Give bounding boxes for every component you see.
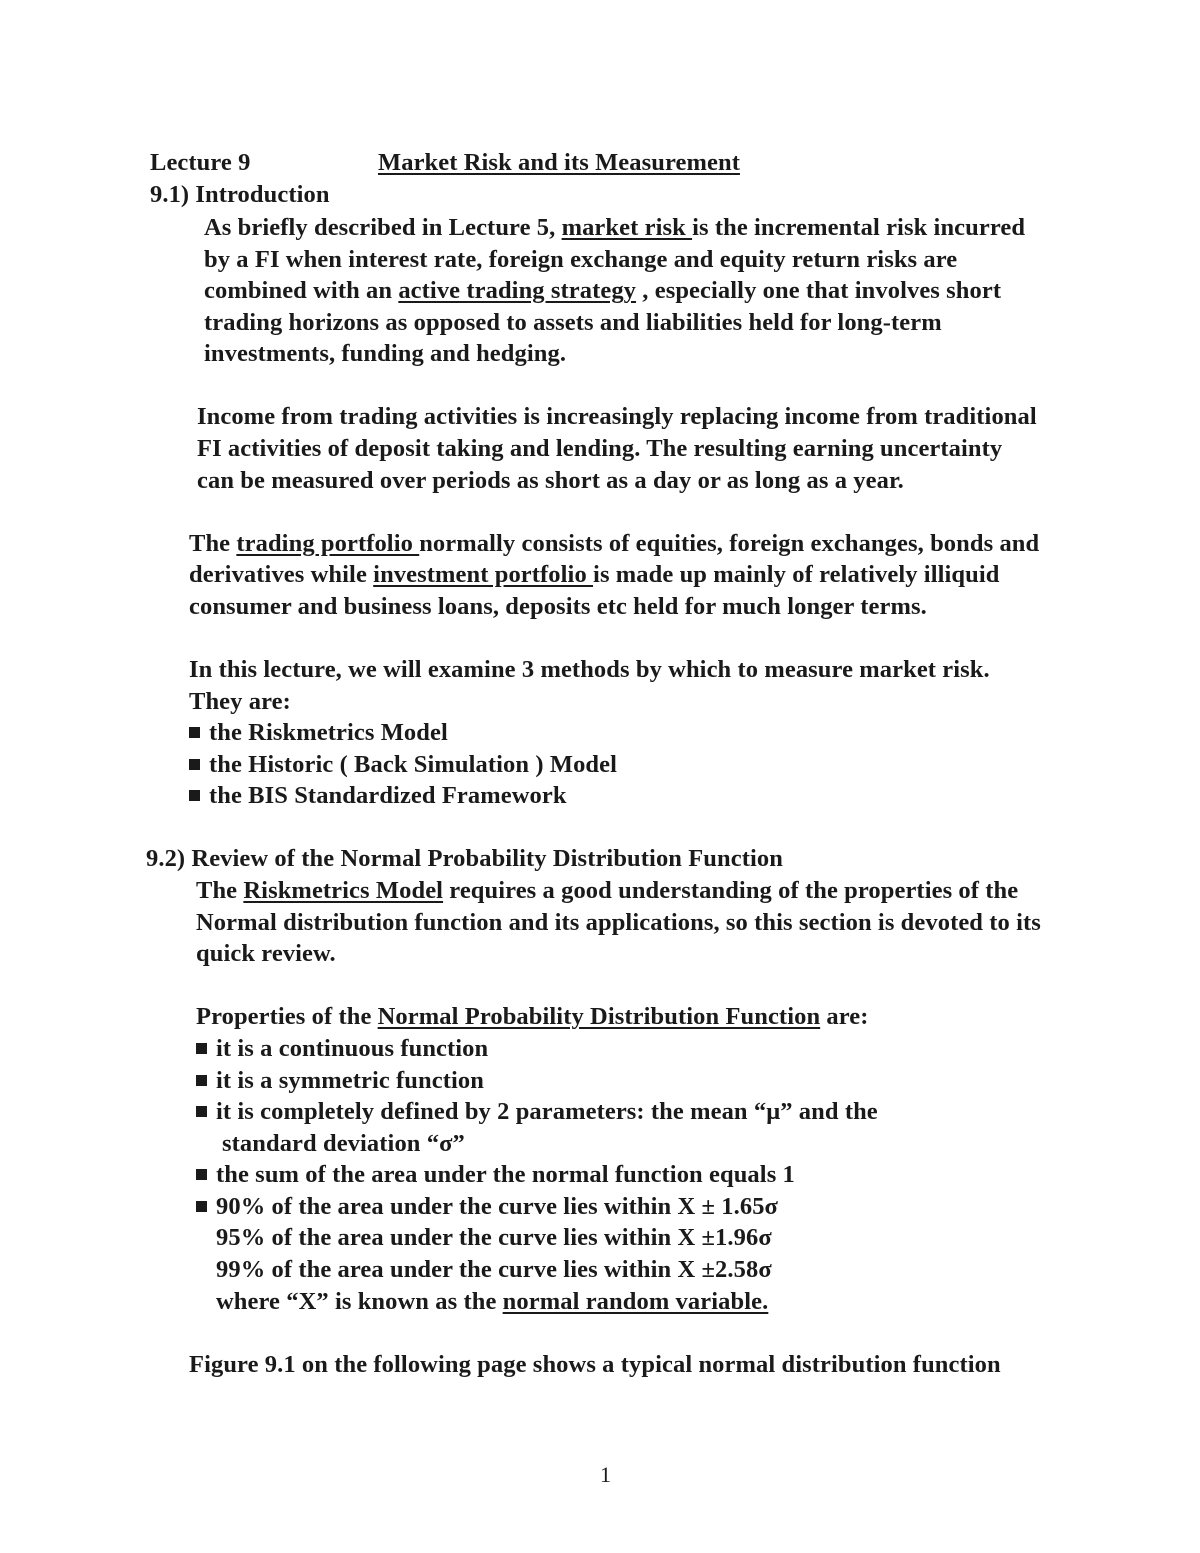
income-paragraph-line: FI activities of deposit taking and lending. The resulting earning uncertainty bbox=[197, 435, 1003, 462]
bullet-square-icon bbox=[189, 790, 200, 801]
portfolio-paragraph-line: consumer and business loans, deposits etc held for much longer terms. bbox=[189, 593, 927, 620]
riskmetrics-paragraph-line: Normal distribution function and its applications, so this section is devoted to its bbox=[196, 909, 1041, 936]
term-active-trading-strategy: active trading strategy bbox=[398, 277, 637, 304]
term-investment-portfolio: investment portfolio bbox=[373, 561, 594, 588]
bullet-square-icon bbox=[189, 759, 200, 770]
list-item-text: the BIS Standardized Framework bbox=[209, 782, 567, 809]
term-normal-random-variable: normal random variable. bbox=[502, 1288, 769, 1315]
list-item bbox=[189, 780, 567, 812]
text-fragment: As briefly described in Lecture 5, bbox=[204, 214, 562, 241]
intro-paragraph-line bbox=[204, 212, 1025, 244]
riskmetrics-paragraph-line: quick review. bbox=[196, 940, 336, 967]
text-fragment: The bbox=[189, 530, 237, 557]
text-fragment: requires a good understanding of the properties of the bbox=[443, 877, 1019, 904]
intro-paragraph-line: by a FI when interest rate, foreign exchange and equity return risks are bbox=[204, 246, 958, 273]
list-item-continuation: standard deviation “σ” bbox=[222, 1130, 465, 1157]
text-fragment: is the incremental risk incurred bbox=[692, 214, 1026, 241]
section-heading-normal-distribution: 9.2) Review of the Normal Probability Distribution Function bbox=[146, 845, 783, 872]
list-item-text: the Riskmetrics Model bbox=[209, 719, 448, 746]
list-item bbox=[196, 1191, 778, 1223]
intro-paragraph-line bbox=[204, 275, 1001, 307]
term-riskmetrics-model: Riskmetrics Model bbox=[243, 877, 444, 904]
term-normal-pdf: Normal Probability Distribution Function bbox=[377, 1003, 821, 1030]
text-fragment: are: bbox=[820, 1003, 869, 1030]
list-item-text: the Historic ( Back Simulation ) Model bbox=[209, 751, 618, 778]
income-paragraph-line: Income from trading activities is increasingly replacing income from traditional bbox=[197, 403, 1037, 430]
bullet-square-icon bbox=[196, 1201, 207, 1212]
list-item-text: it is completely defined by 2 parameters: the mean “μ” and the bbox=[216, 1098, 878, 1125]
list-item bbox=[196, 1065, 484, 1097]
section-heading-introduction: 9.1) Introduction bbox=[150, 181, 330, 208]
list-item-text: it is a symmetric function bbox=[216, 1067, 484, 1094]
list-item-continuation bbox=[216, 1286, 768, 1318]
list-item-text: it is a continuous function bbox=[216, 1035, 489, 1062]
list-item bbox=[196, 1033, 488, 1065]
term-trading-portfolio: trading portfolio bbox=[236, 530, 420, 557]
text-fragment: is made up mainly of relatively illiquid bbox=[593, 561, 1000, 588]
properties-intro bbox=[196, 1001, 869, 1033]
riskmetrics-paragraph-line bbox=[196, 875, 1018, 907]
income-paragraph-line: can be measured over periods as short as a day or as long as a year. bbox=[197, 467, 904, 494]
text-fragment: derivatives while bbox=[189, 561, 374, 588]
text-fragment: combined with an bbox=[204, 277, 399, 304]
list-item-continuation: 95% of the area under the curve lies within X ±1.96σ bbox=[216, 1224, 772, 1251]
term-market-risk: market risk bbox=[561, 214, 693, 241]
portfolio-paragraph-line bbox=[189, 559, 1000, 591]
list-item bbox=[189, 717, 448, 749]
bullet-square-icon bbox=[196, 1106, 207, 1117]
portfolio-paragraph-line bbox=[189, 528, 1039, 560]
page-number: 1 bbox=[600, 1462, 611, 1487]
figure-reference: Figure 9.1 on the following page shows a typical normal distribution function bbox=[189, 1351, 1001, 1378]
text-fragment: Properties of the bbox=[196, 1003, 378, 1030]
text-fragment: normally consists of equities, foreign exchanges, bonds and bbox=[419, 530, 1040, 557]
text-fragment: , especially one that involves short bbox=[636, 277, 1002, 304]
list-item bbox=[196, 1096, 878, 1128]
intro-paragraph-line: investments, funding and hedging. bbox=[204, 340, 567, 367]
page-title: Market Risk and its Measurement bbox=[378, 149, 740, 176]
methods-paragraph-line: In this lecture, we will examine 3 methods by which to measure market risk. bbox=[189, 656, 990, 683]
lecture-number: Lecture 9 bbox=[150, 149, 251, 176]
bullet-square-icon bbox=[196, 1169, 207, 1180]
text-fragment: The bbox=[196, 877, 244, 904]
list-item-continuation: 99% of the area under the curve lies within X ±2.58σ bbox=[216, 1256, 772, 1283]
intro-paragraph-line: trading horizons as opposed to assets and liabilities held for long-term bbox=[204, 309, 942, 336]
bullet-square-icon bbox=[196, 1075, 207, 1086]
list-item-text: 90% of the area under the curve lies within X ± 1.65σ bbox=[216, 1193, 778, 1220]
list-item-text: the sum of the area under the normal function equals 1 bbox=[216, 1161, 795, 1188]
bullet-square-icon bbox=[189, 727, 200, 738]
text-fragment: where “X” is known as the bbox=[216, 1288, 503, 1315]
list-item bbox=[196, 1159, 795, 1191]
list-item bbox=[189, 749, 617, 781]
bullet-square-icon bbox=[196, 1043, 207, 1054]
methods-paragraph-line: They are: bbox=[189, 688, 291, 715]
